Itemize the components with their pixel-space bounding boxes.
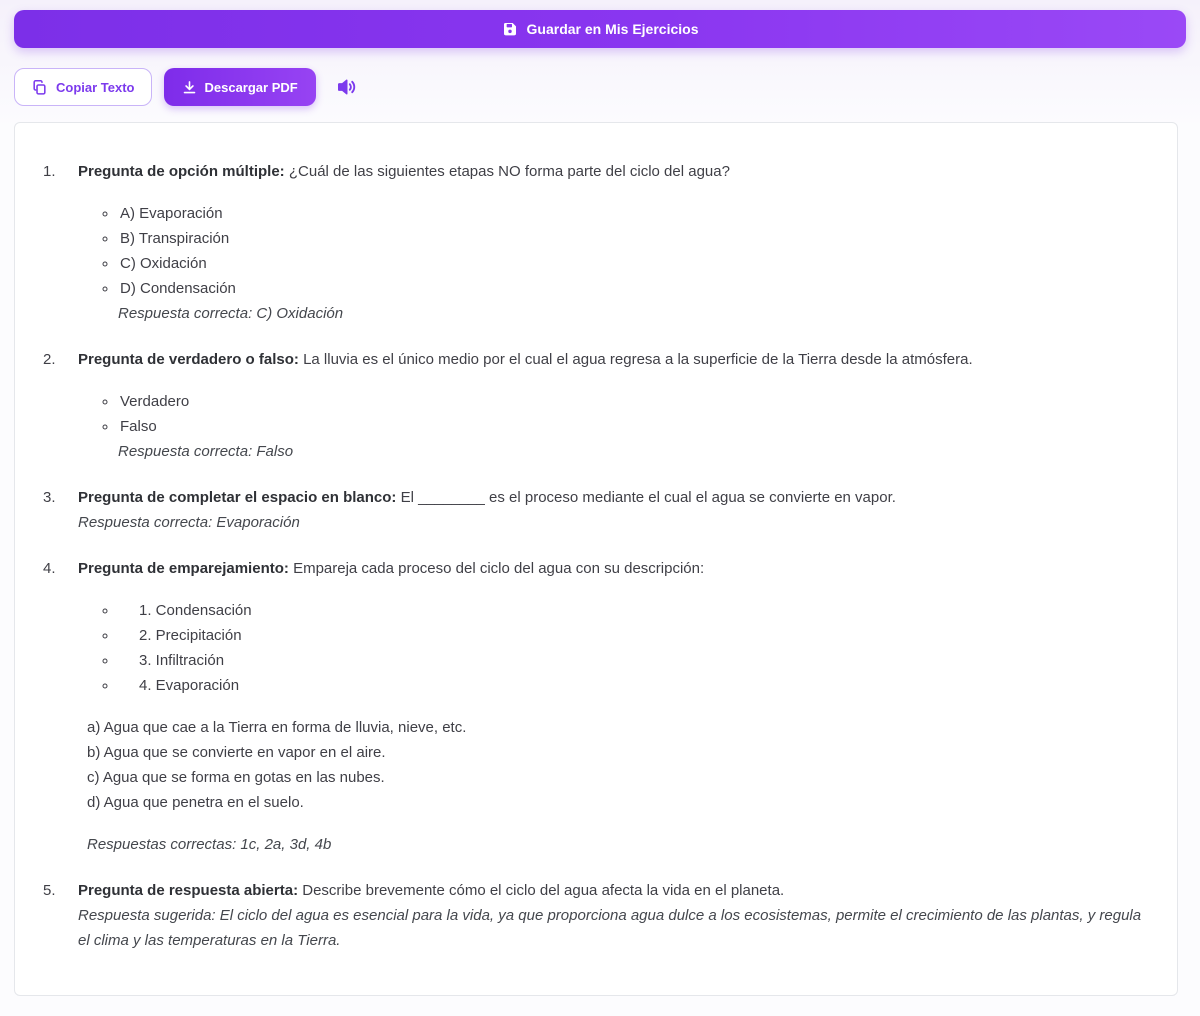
match-item: ◦ 4. Evaporación [118, 673, 1147, 698]
question-text [78, 159, 1147, 184]
save-button-label: Guardar en Mis Ejercicios [526, 21, 699, 37]
option-item: ◦ B) Transpiración [118, 226, 1147, 251]
question-text [78, 485, 1147, 510]
save-to-exercises-button[interactable] [14, 10, 1186, 48]
options-list [78, 201, 1147, 301]
exercise-card [14, 122, 1178, 996]
question-number: 2. [43, 351, 56, 368]
copy-text-button[interactable] [14, 68, 152, 106]
copy-icon [31, 79, 48, 96]
question-2 [43, 347, 1147, 464]
question-3 [43, 485, 1147, 535]
download-icon [182, 80, 197, 95]
match-item: ◦ 3. Infiltración [118, 648, 1147, 673]
question-type-label: Pregunta de respuesta abierta: [78, 882, 299, 899]
match-item: ◦ 2. Precipitación [118, 623, 1147, 648]
match-description: d) Agua que penetra en el suelo. [87, 794, 304, 811]
question-number: 3. [43, 489, 56, 506]
question-type-label: Pregunta de opción múltiple: [78, 163, 285, 180]
option-item: ◦ C) Oxidación [118, 251, 1147, 276]
question-prompt: ¿Cuál de las siguientes etapas NO forma parte del ciclo del agua? [288, 163, 730, 180]
correct-answer: Respuesta correcta: C) Oxidación [118, 305, 344, 322]
read-aloud-button[interactable] [330, 71, 362, 103]
question-type-label: Pregunta de verdadero o falso: [78, 351, 299, 368]
question-prompt: Empareja cada proceso del ciclo del agua con su descripción: [293, 560, 705, 577]
question-1 [43, 159, 1147, 326]
question-5 [43, 878, 1147, 953]
question-type-label: Pregunta de completar el espacio en blanco: [78, 489, 397, 506]
question-number: 1. [43, 163, 56, 180]
match-description: b) Agua que se convierte en vapor en el aire. [87, 744, 386, 761]
match-item: ◦ 1. Condensación [118, 598, 1147, 623]
question-prompt: La lluvia es el único medio por el cual el agua regresa a la superficie de la Tierra desde la atmósfera. [303, 351, 973, 368]
question-prompt: El ________ es el proceso mediante el cual el agua se convierte en vapor. [400, 489, 896, 506]
suggested-answer: Respuesta sugerida: El ciclo del agua es esencial para la vida, ya que proporciona agua dulce a los ecosistemas, permite el crecimiento de las plantas, y regula el clima y las temperaturas en la Tierra. [78, 907, 1142, 949]
match-items-list [78, 598, 1147, 698]
question-prompt: Describe brevemente cómo el ciclo del agua afecta la vida en el planeta. [302, 882, 785, 899]
speaker-icon [334, 75, 358, 99]
download-pdf-button[interactable] [164, 68, 316, 106]
question-4 [43, 556, 1147, 857]
match-description: a) Agua que cae a la Tierra en forma de lluvia, nieve, etc. [87, 719, 467, 736]
option-item: ◦ D) Condensación [118, 276, 1147, 301]
options-list [78, 389, 1147, 439]
match-description: c) Agua que se forma en gotas en las nubes. [87, 769, 385, 786]
option-item: ◦ Verdadero [118, 389, 1147, 414]
actions-row [14, 68, 1186, 106]
question-number: 4. [43, 560, 56, 577]
copy-button-label: Copiar Texto [56, 79, 135, 95]
correct-answer: Respuesta correcta: Falso [118, 443, 294, 460]
match-descriptions [87, 715, 1147, 815]
option-item: ◦ A) Evaporación [118, 201, 1147, 226]
download-button-label: Descargar PDF [204, 79, 298, 95]
question-text [78, 347, 1147, 372]
save-icon [502, 21, 518, 37]
correct-answer: Respuesta correcta: Evaporación [78, 514, 300, 531]
question-number: 5. [43, 882, 56, 899]
question-text [78, 556, 1147, 581]
question-text [78, 878, 1147, 903]
question-type-label: Pregunta de emparejamiento: [78, 560, 289, 577]
option-item: ◦ Falso [118, 414, 1147, 439]
correct-answer: Respuestas correctas: 1c, 2a, 3d, 4b [87, 836, 332, 853]
